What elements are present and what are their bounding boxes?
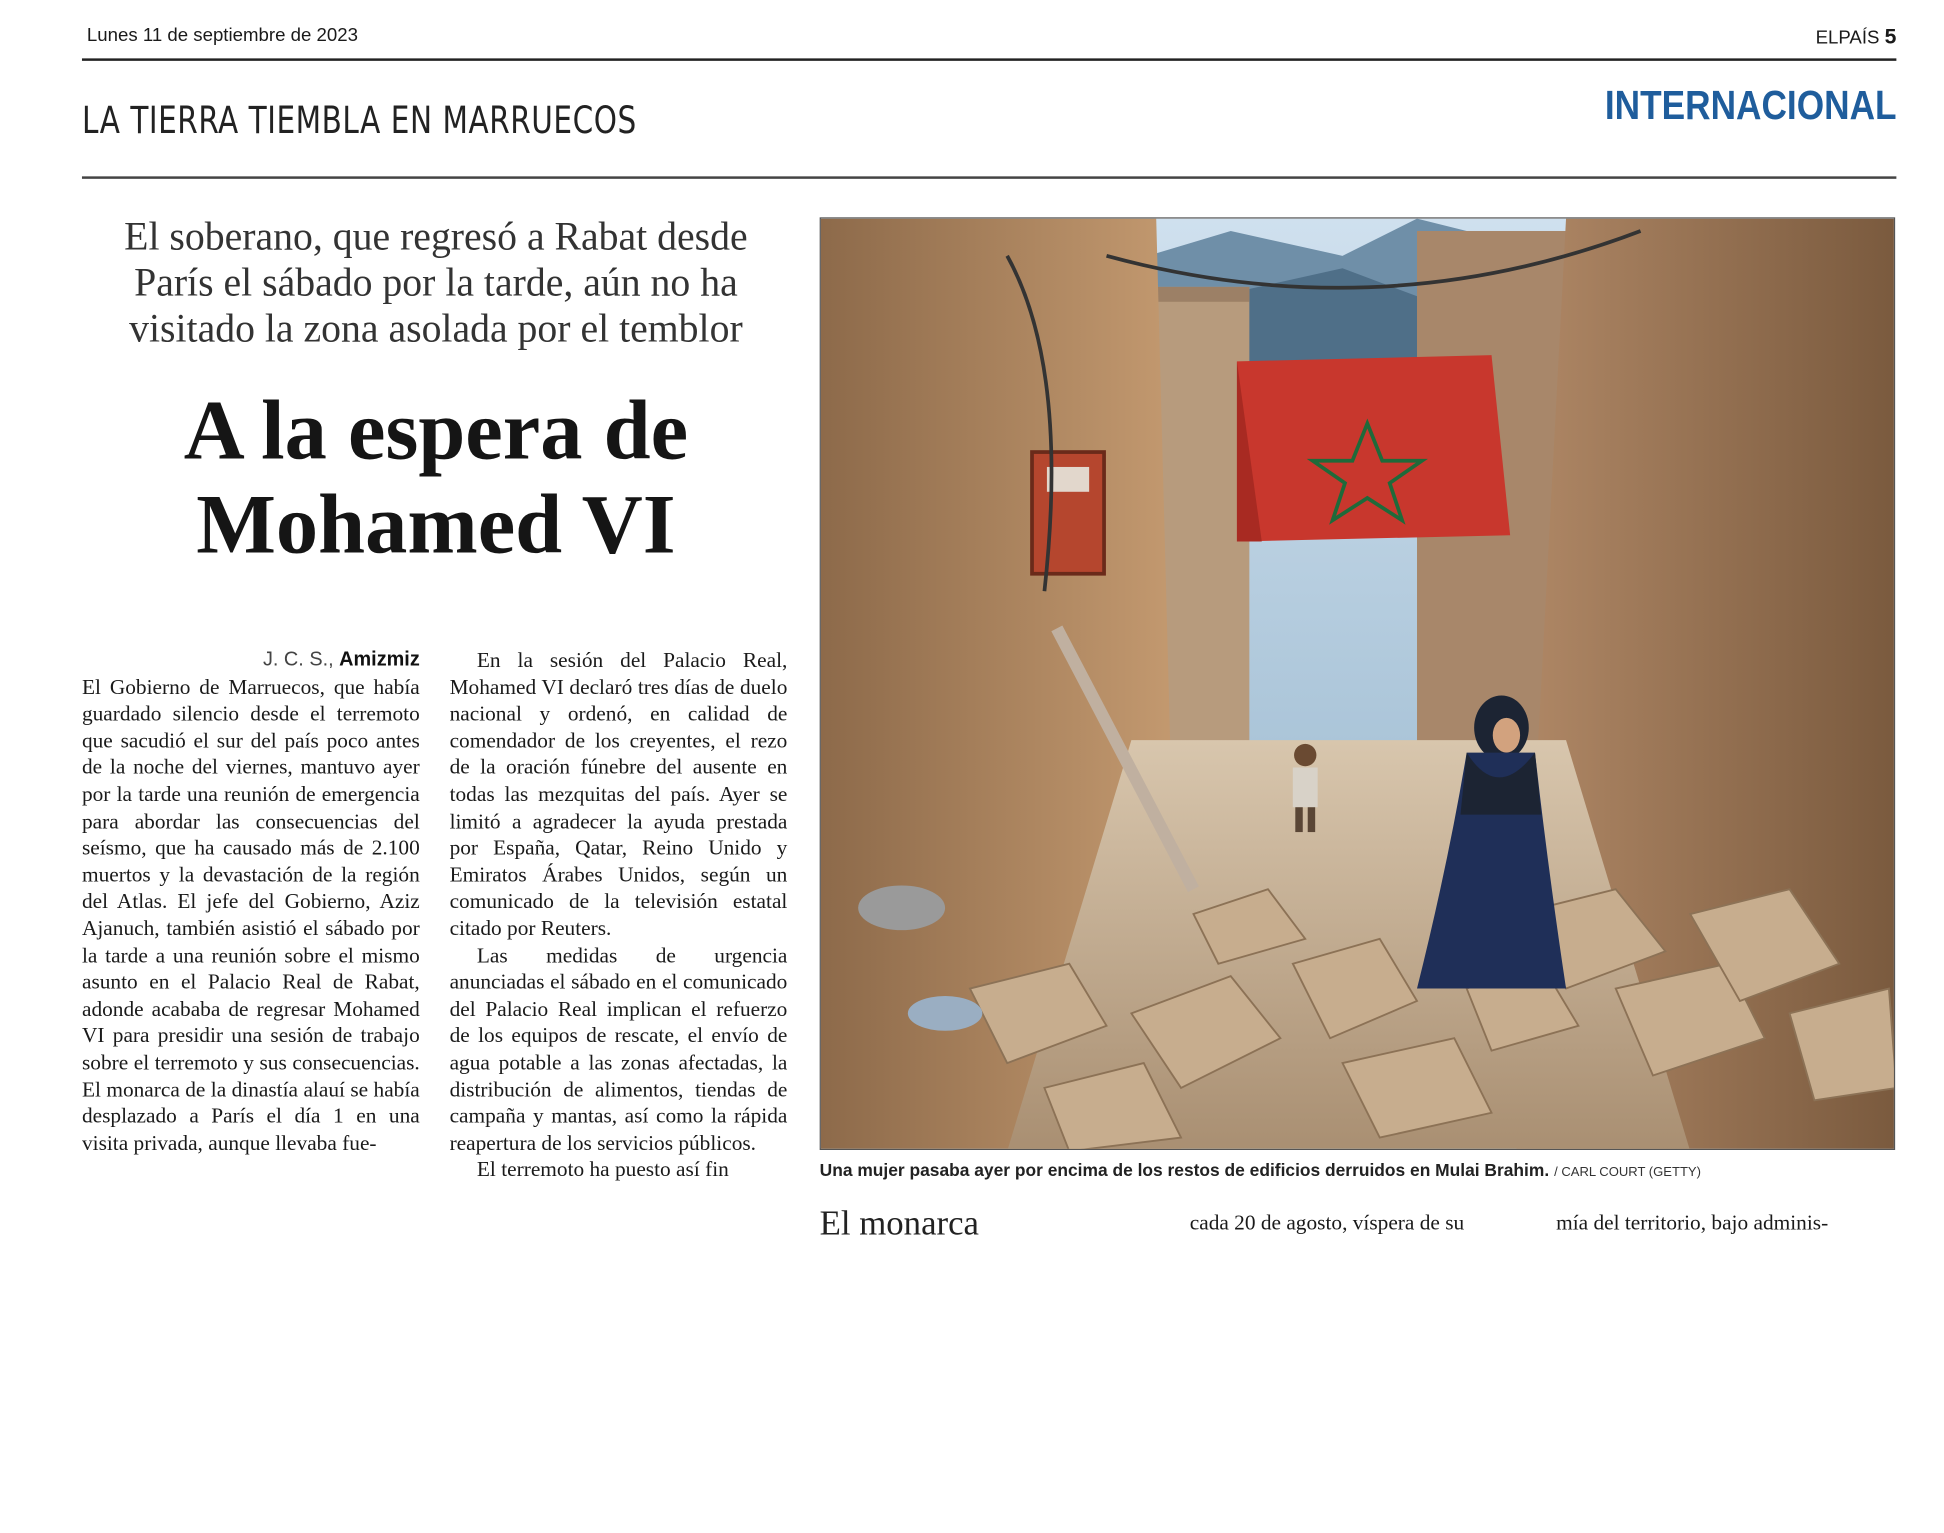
page-number: 5	[1884, 24, 1897, 49]
photo-caption	[820, 1160, 1895, 1180]
text-column-4: mía del territorio, bajo adminis-	[1556, 1210, 1829, 1235]
byline-author: J. C. S.,	[262, 649, 334, 671]
section-label: INTERNACIONAL	[1604, 81, 1897, 128]
caption-text: Una mujer pasaba ayer por encima de los restos de edificios derruidos en Mulai Brahim.	[819, 1159, 1550, 1180]
publication-masthead	[1648, 25, 1896, 50]
text-column-2	[450, 647, 788, 1183]
paragraph: Las medidas de urgencia anunciadas el sábado en el comunicado del Palacio Real implican el refuerzo de los equipos de rescate, el envío de agua potable a las zonas afectadas, la distribución de alimentos, tiendas de campaña y mantas, así como la rápida reapertura de los servicios públicos.	[449, 943, 788, 1155]
header-rule	[82, 176, 1896, 178]
byline	[82, 647, 420, 674]
paragraph: El terremoto ha puesto así fin	[476, 1157, 729, 1182]
publication-name: ELPAÍS	[1815, 27, 1880, 49]
article-photo	[820, 217, 1895, 1150]
photo-earthquake-street-illustration	[821, 219, 1895, 1150]
text-column-1	[82, 647, 420, 1157]
article-headline: A la espera de Mohamed VI	[183, 382, 689, 572]
paragraph: En la sesión del Palacio Real, Mohamed VI declaró tres días de duelo nacional y ordenó, en calidad de comendador de los creyentes, el rezo de la oración fúnebre del ausente en todas las mezquitas del país. Ayer se limitó a agradecer la ayuda prestada por España, Qatar, Reino Unido y Emiratos Árabes Unidos, según un comunicado de la televisión estatal citado por Reuters.	[449, 648, 788, 941]
byline-place: Amizmiz	[339, 649, 420, 671]
topic-kicker: LA TIERRA TIEMBLA EN MARRUECOS	[81, 99, 637, 143]
photo-credit: / CARL COURT (GETTY)	[1554, 1164, 1701, 1180]
issue-date: Lunes 11 de septiembre de 2023	[86, 24, 358, 46]
paragraph: El Gobierno de Marruecos, que había guardado silencio desde el terremoto que sacudió el sur del país poco antes de la noche del viernes, mantuvo ayer por la tarde una reunión de emergencia para abordar las consecuencias del seísmo, que ha causado más de 2.100 muertos y la devastación de la región del Atlas. El jefe del Gobierno, Aziz Ajanuch, también asistió el sábado por la tarde a una reunión sobre el mismo asunto en el Palacio Real de Rabat, adonde acababa de regresar Mohamed VI para presidir una sesión de trabajo sobre el terremoto y sus consecuencias. El monarca de la dinastía alauí se había desplazado a París el día 1 en una visita privada, aunque llevaba fue-	[81, 675, 420, 1155]
secondary-heading: El monarca	[819, 1204, 979, 1244]
text-column-3: cada 20 de agosto, víspera de su	[1189, 1210, 1465, 1235]
top-rule	[82, 58, 1896, 60]
article-subhead: El soberano, que regresó a Rabat desde París el sábado por la tarde, aún no ha visitado la zona asolada por el temblor	[124, 213, 748, 351]
